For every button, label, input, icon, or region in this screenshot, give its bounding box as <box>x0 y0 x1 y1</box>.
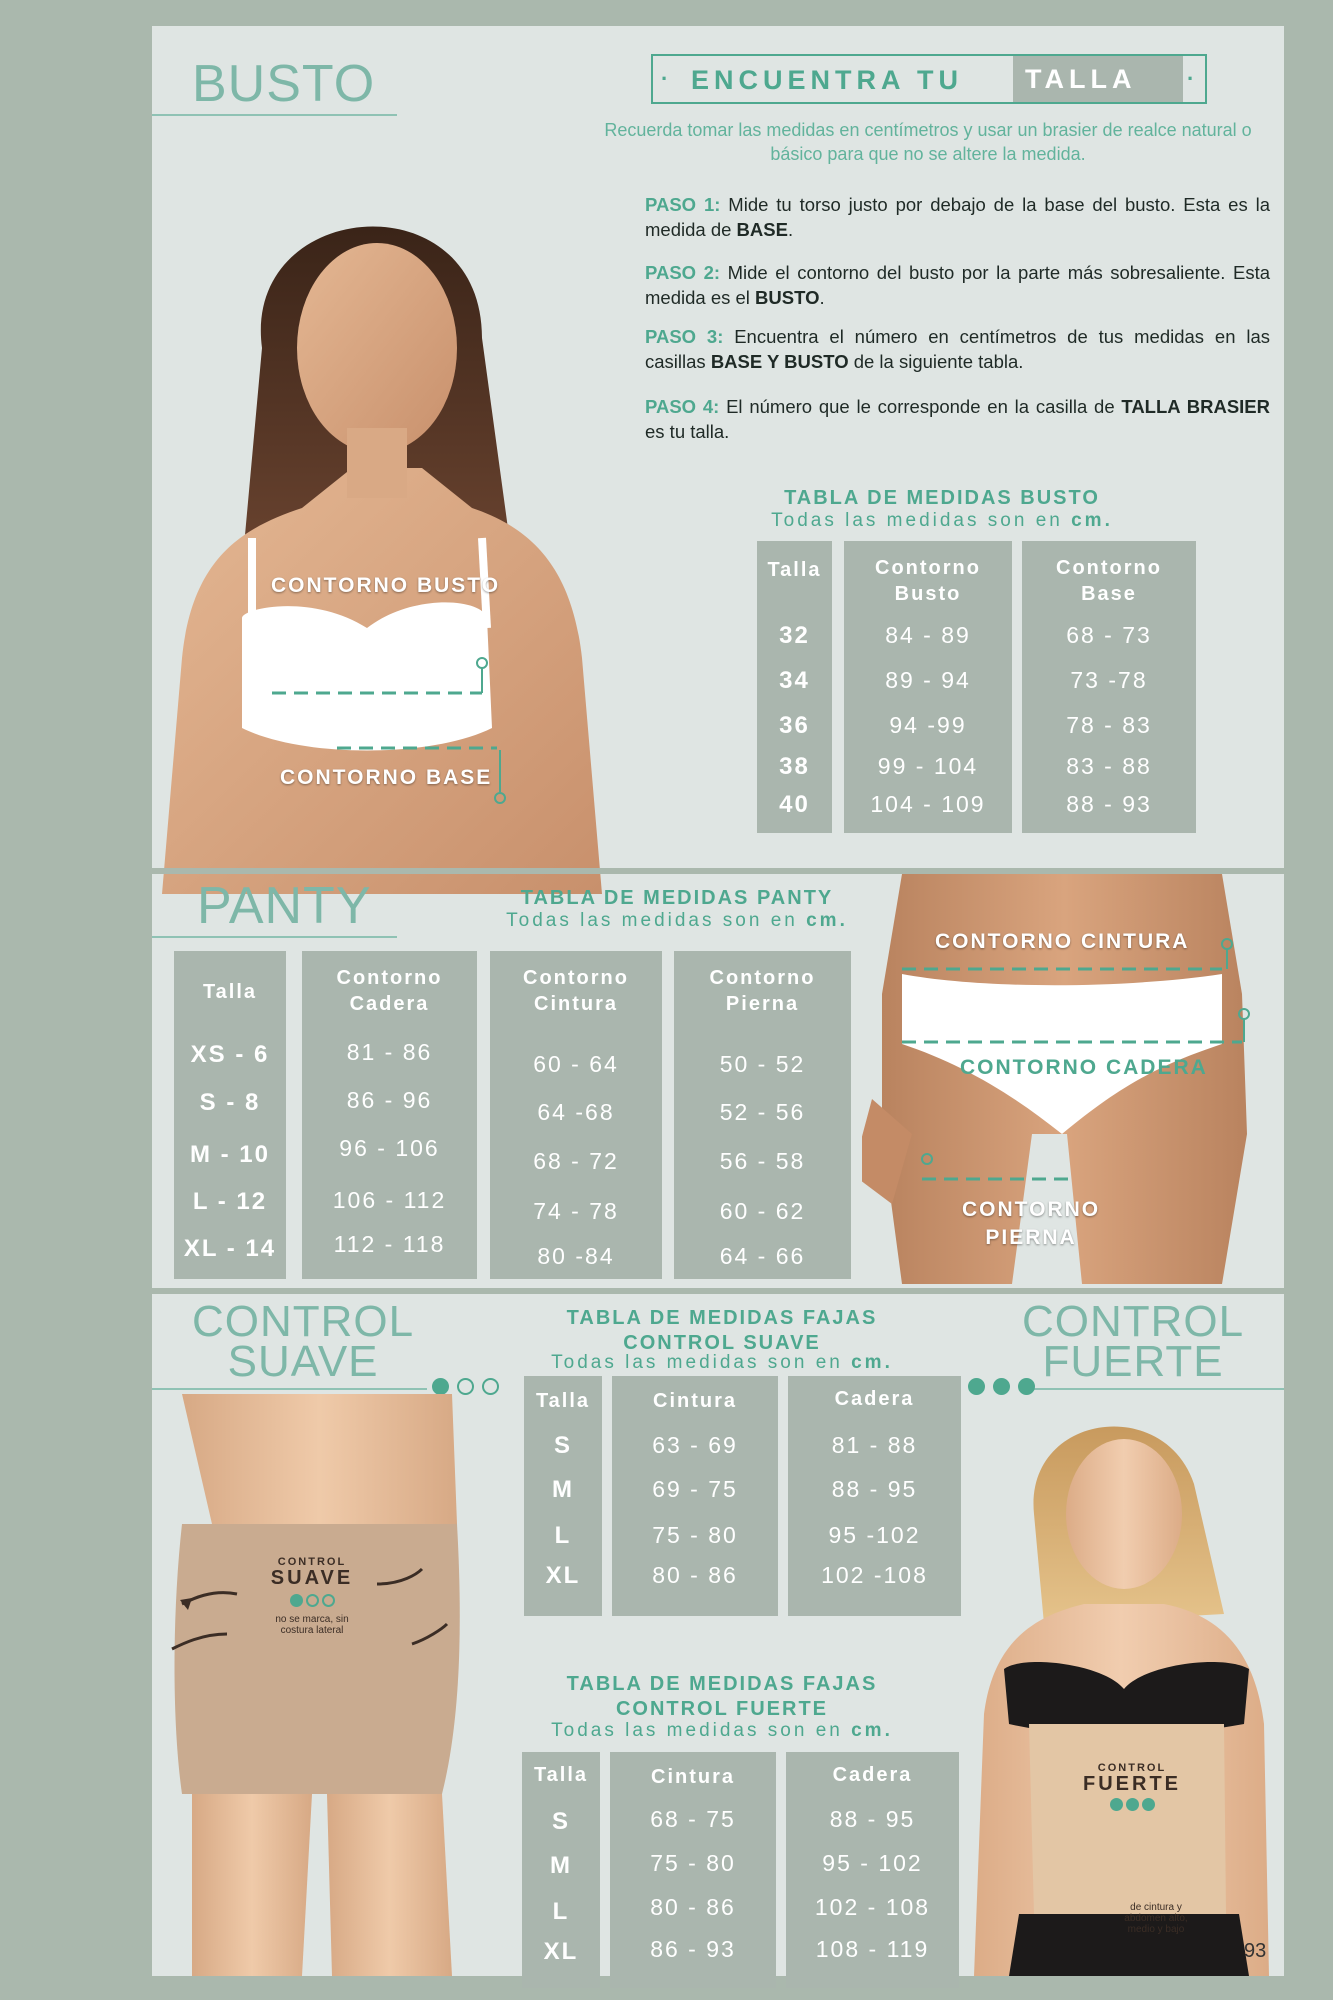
panty-cintura-cell: 60 - 64 <box>533 1051 619 1077</box>
fuerte-tag-big: FUERTE <box>1083 1773 1181 1795</box>
suave-tag-dots <box>252 1592 372 1610</box>
busto-busto-cell: 99 - 104 <box>877 753 979 779</box>
fuerte-talla-column <box>522 1752 600 1988</box>
suave-talla-cell: L <box>554 1522 572 1549</box>
page-number: 93 <box>1244 1940 1267 1962</box>
catalog-page <box>152 26 1284 1976</box>
fuerte-cintura-cell: 80 - 86 <box>650 1894 736 1920</box>
busto-busto-cell: 104 - 109 <box>870 791 986 817</box>
suave-title-underline <box>152 1388 427 1390</box>
panty-pierna-column <box>674 951 851 1279</box>
find-size-highlight: TALLA <box>1013 56 1183 102</box>
panty-table-subtitle: Todas las medidas son en cm. <box>506 910 848 931</box>
fuerte-tag-dots <box>1072 1796 1192 1814</box>
panty-talla-column <box>174 951 286 1279</box>
busto-talla-cell: 36 <box>779 712 810 739</box>
busto-table-title: TABLA DE MEDIDAS BUSTO <box>784 487 1100 509</box>
fuerte-talla-cell: XL <box>543 1938 579 1965</box>
panty-title: PANTY <box>197 877 372 935</box>
busto-talla-column <box>757 541 832 833</box>
level-dot-filled <box>993 1378 1010 1395</box>
suave-cintura-cell: 80 - 86 <box>652 1562 738 1588</box>
busto-base-cell: 73 -78 <box>1070 667 1148 693</box>
panty-header-cadera: Contorno Cadera <box>336 967 443 1015</box>
busto-talla-cell: 34 <box>779 667 810 694</box>
level-dot-filled <box>1018 1378 1035 1395</box>
panty-cintura-column <box>490 951 662 1279</box>
fuerte-title-underline <box>1032 1388 1284 1390</box>
suave-tag-note: no se marca, sin costura lateral <box>275 1614 349 1636</box>
busto-contorno-base-column <box>1022 541 1196 833</box>
suave-tag <box>252 1556 372 1636</box>
suave-cadera-cell: 81 - 88 <box>831 1432 918 1458</box>
busto-busto-cell: 94 -99 <box>889 712 967 738</box>
panty-pierna-cell: 50 - 52 <box>719 1051 806 1077</box>
panty-cadera-cell: 96 - 106 <box>339 1135 440 1161</box>
busto-header-talla: Talla <box>767 559 822 581</box>
panty-talla-cell: XL - 14 <box>183 1235 277 1262</box>
fuerte-header-cintura: Cintura <box>651 1766 735 1788</box>
panty-talla-cell: S - 8 <box>199 1089 261 1116</box>
busto-title: BUSTO <box>192 55 376 113</box>
fuerte-cadera-cell: 95 - 102 <box>822 1850 923 1876</box>
section-divider <box>152 1288 1284 1294</box>
panty-title-underline <box>152 936 397 938</box>
busto-base-cell: 88 - 93 <box>1066 791 1152 817</box>
suave-cadera-cell: 102 -108 <box>821 1562 928 1588</box>
suave-cintura-column <box>612 1376 778 1616</box>
control-fuerte-illustration <box>964 1394 1284 1976</box>
panty-pierna-cell: 60 - 62 <box>719 1198 806 1224</box>
fuerte-tag-small: CONTROL <box>1097 1762 1167 1774</box>
busto-title-underline <box>152 114 397 116</box>
busto-busto-cell: 84 - 89 <box>885 622 971 648</box>
suave-talla-column <box>524 1376 602 1616</box>
control-fuerte-photo <box>964 1394 1284 1976</box>
label-contorno-pierna: CONTORNO PIERNA <box>962 1198 1101 1249</box>
panty-cadera-column <box>302 951 477 1279</box>
suave-table-subtitle: Todas las medidas son en cm. <box>551 1352 893 1373</box>
step-1: PASO 1: Mide tu torso justo por debajo de la base del busto. Esta es la medida de BASE. <box>645 194 1270 240</box>
suave-header-talla: Talla <box>535 1390 591 1412</box>
panty-header-cintura: Contorno Cintura <box>523 967 629 1015</box>
busto-header-base: Contorno Base <box>1056 557 1162 605</box>
label-contorno-busto: CONTORNO BUSTO <box>271 574 501 597</box>
level-dot-filled <box>432 1378 449 1395</box>
fuerte-table-title: TABLA DE MEDIDAS FAJAS CONTROL FUERTE <box>566 1673 878 1720</box>
panty-cadera-cell: 106 - 112 <box>332 1187 447 1213</box>
panty-cintura-cell: 74 - 78 <box>533 1198 619 1224</box>
fuerte-cadera-column <box>786 1752 959 1988</box>
fuerte-tag-note: de cintura y abdomen alto, medio y bajo <box>1124 1902 1188 1935</box>
suave-cadera-cell: 95 -102 <box>828 1522 921 1548</box>
fuerte-talla-cell: L <box>552 1898 570 1925</box>
suave-talla-cell: S <box>553 1432 572 1459</box>
panty-cadera-cell: 86 - 96 <box>346 1087 433 1113</box>
control-suave-illustration <box>152 1394 482 1976</box>
busto-header-busto: Contorno Busto <box>875 557 981 605</box>
step-3: PASO 3: Encuentra el número en centímetros de tus medidas en las casillas BASE Y BUSTO de la siguiente tabla. <box>645 326 1270 372</box>
busto-talla-cell: 38 <box>779 753 810 780</box>
level-dot-empty <box>482 1378 499 1395</box>
step-4: PASO 4: El número que le corresponde en la casilla de TALLA BRASIER es tu talla. <box>645 396 1270 442</box>
panty-header-pierna: Contorno Pierna <box>709 967 816 1015</box>
step-2: PASO 2: Mide el contorno del busto por la parte más sobresaliente. Esta medida es el BUSTO. <box>645 262 1271 308</box>
label-contorno-cintura: CONTORNO CINTURA <box>935 930 1190 953</box>
suave-header-cadera: Cadera <box>834 1388 915 1410</box>
suave-talla-cell: M <box>552 1476 574 1503</box>
panty-talla-cell: L - 12 <box>192 1188 268 1215</box>
panty-cadera-cell: 112 - 118 <box>333 1231 446 1257</box>
control-suave-photo <box>152 1394 482 1976</box>
measurement-note: Recuerda tomar las medidas en centímetros y usar un brasier de realce natural o básico para que no se altere la medida. <box>604 120 1252 164</box>
fuerte-tag <box>1072 1762 1192 1814</box>
suave-tag-small: CONTROL <box>277 1556 347 1568</box>
busto-contorno-busto-column <box>844 541 1012 833</box>
busto-table-subtitle: Todas las medidas son en cm. <box>771 510 1113 531</box>
fuerte-talla-cell: S <box>551 1808 570 1835</box>
fuerte-header-talla: Talla <box>533 1764 589 1786</box>
fuerte-header-cadera: Cadera <box>832 1764 913 1786</box>
fuerte-cintura-cell: 68 - 75 <box>650 1806 736 1832</box>
fuerte-cintura-column <box>610 1752 776 1988</box>
suave-cintura-cell: 69 - 75 <box>652 1476 738 1502</box>
panty-talla-cell: XS - 6 <box>190 1041 270 1068</box>
level-dot-filled <box>968 1378 985 1395</box>
find-size-header: · ENCUENTRA TU TALLA · <box>651 54 1207 104</box>
suave-cintura-cell: 63 - 69 <box>652 1432 738 1458</box>
fuerte-title: CONTROL FUERTE <box>1022 1297 1245 1386</box>
fuerte-cintura-cell: 75 - 80 <box>650 1850 736 1876</box>
suave-talla-cell: XL <box>545 1562 581 1589</box>
panty-talla-cell: M - 10 <box>189 1141 270 1168</box>
panty-header-talla: Talla <box>202 981 258 1003</box>
fuerte-cadera-cell: 102 - 108 <box>814 1894 931 1920</box>
fuerte-cintura-cell: 86 - 93 <box>650 1936 736 1962</box>
panty-pierna-cell: 56 - 58 <box>719 1148 806 1174</box>
busto-talla-cell: 40 <box>779 791 810 818</box>
suave-table-title: TABLA DE MEDIDAS FAJAS CONTROL SUAVE <box>566 1307 878 1354</box>
suave-tag-big: SUAVE <box>270 1567 354 1589</box>
panty-cintura-cell: 80 -84 <box>537 1243 615 1269</box>
busto-base-cell: 68 - 73 <box>1066 622 1152 648</box>
suave-cadera-cell: 88 - 95 <box>831 1476 918 1502</box>
suave-cadera-column <box>788 1376 961 1616</box>
panty-cintura-cell: 64 -68 <box>537 1099 615 1125</box>
fuerte-cadera-cell: 88 - 95 <box>829 1806 916 1832</box>
busto-base-cell: 78 - 83 <box>1066 712 1152 738</box>
panty-cintura-cell: 68 - 72 <box>533 1148 619 1174</box>
label-contorno-base: CONTORNO BASE <box>280 766 493 789</box>
fuerte-cadera-cell: 108 - 119 <box>815 1936 930 1962</box>
busto-busto-cell: 89 - 94 <box>885 667 971 693</box>
busto-talla-cell: 32 <box>779 622 810 649</box>
find-size-prefix: ENCUENTRA TU <box>691 65 963 95</box>
panty-pierna-cell: 64 - 66 <box>719 1243 806 1269</box>
label-contorno-cadera: CONTORNO CADERA <box>960 1056 1208 1079</box>
fuerte-talla-cell: M <box>550 1852 572 1879</box>
suave-cintura-cell: 75 - 80 <box>652 1522 738 1548</box>
panty-table-title: TABLA DE MEDIDAS PANTY <box>520 887 834 909</box>
level-dot-empty <box>457 1378 474 1395</box>
panty-pierna-cell: 52 - 56 <box>719 1099 806 1125</box>
panty-cadera-cell: 81 - 86 <box>346 1039 433 1065</box>
busto-base-cell: 83 - 88 <box>1066 753 1152 779</box>
suave-header-cintura: Cintura <box>653 1390 737 1412</box>
suave-title: CONTROL SUAVE <box>192 1297 415 1386</box>
fuerte-table-subtitle: Todas las medidas son en cm. <box>551 1720 893 1741</box>
